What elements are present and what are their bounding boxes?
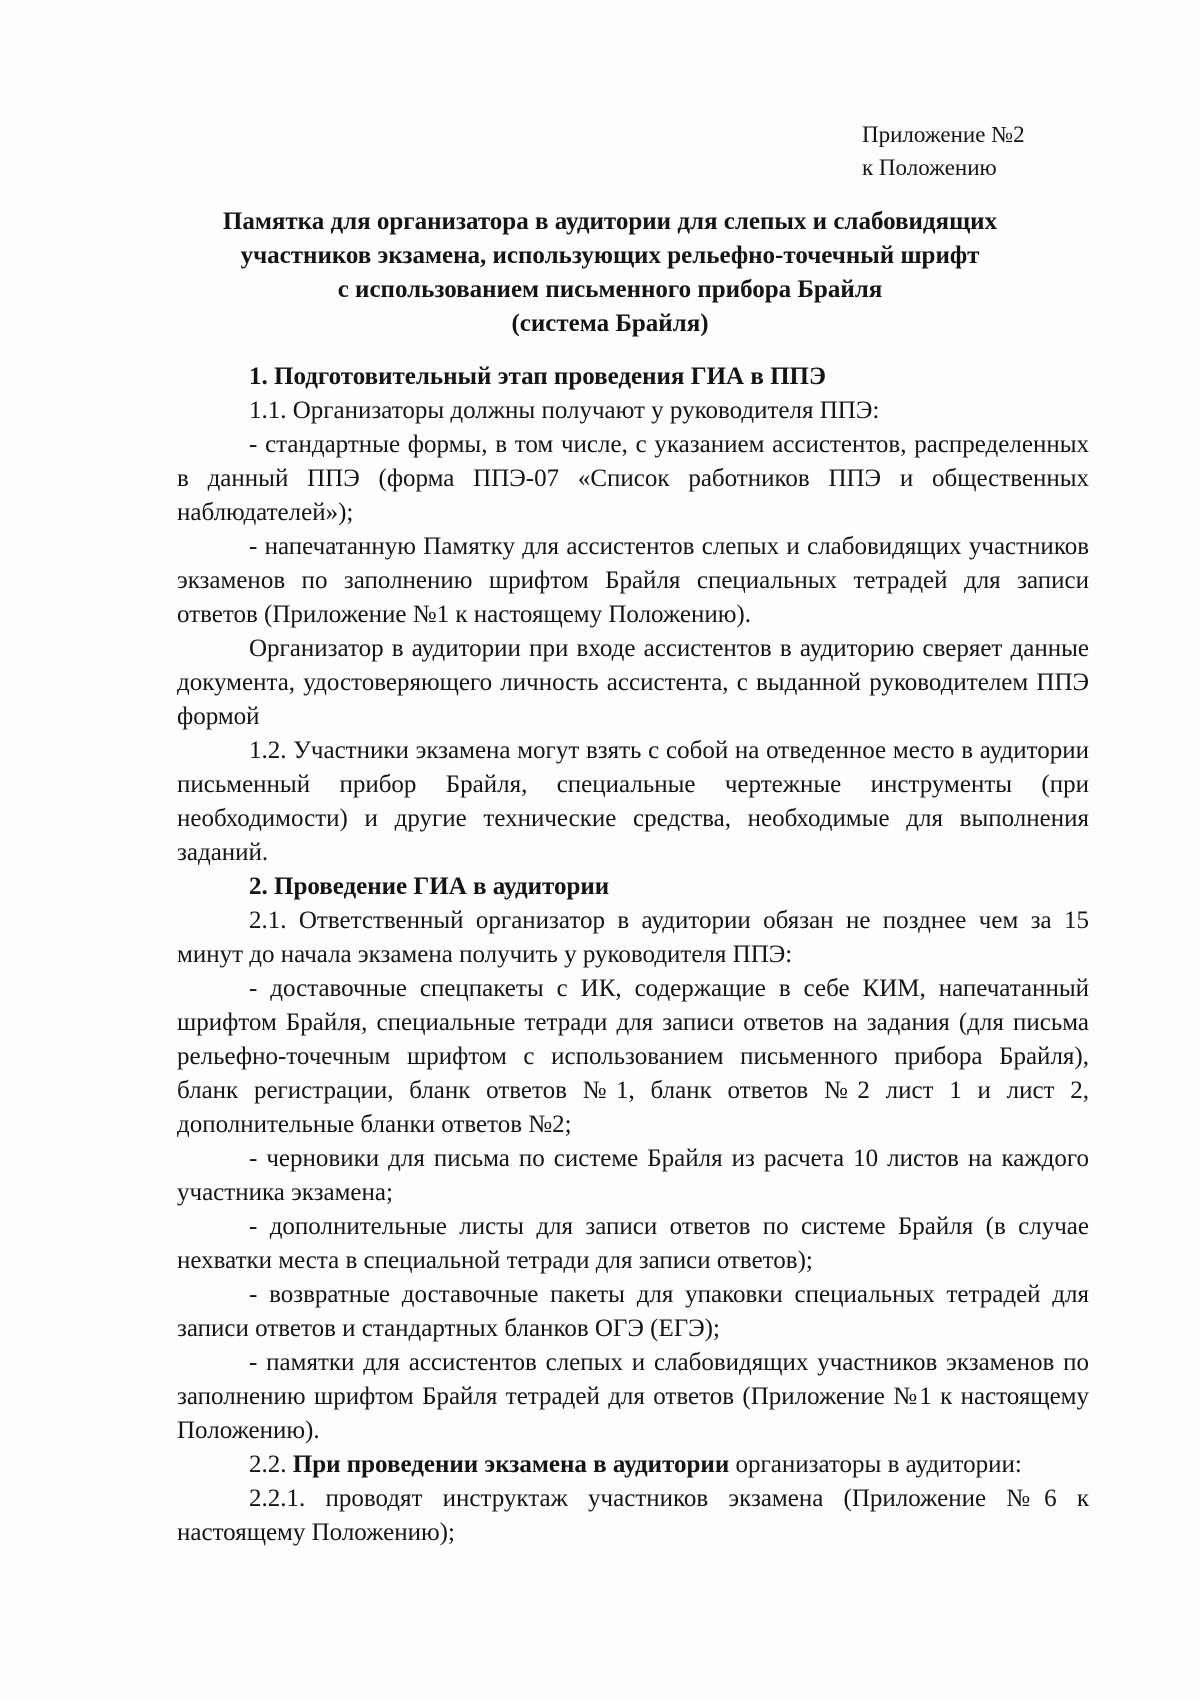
document-title <box>150 205 1070 341</box>
document-body <box>177 360 1089 1550</box>
paragraph-2-2-1: 2.2.1. проводят инструктаж участников экзамена (Приложение №6 к настоящему Положению); <box>177 1485 1089 1546</box>
paragraph-organizer-check: Организатор в аудитории при входе ассистентов в аудиторию сверяет данные документа, удостоверяющего личность ассистента, с выданной руководителем ППЭ формой <box>177 635 1089 730</box>
appendix-number: Приложение №2 <box>862 122 1025 147</box>
paragraph-additional-sheets: - дополнительные листы для записи ответов по системе Брайля (в случае нехватки места в специальной тетради для записи ответов); <box>177 1213 1089 1274</box>
paragraph-1-1: 1.1. Организаторы должны получают у руководителя ППЭ: <box>249 397 880 424</box>
section-1-heading: 1. Подготовительный этап проведения ГИА в ППЭ <box>249 363 826 390</box>
paragraph-printed-memo: - напечатанную Памятку для ассистентов слепых и слабовидящих участников экзаменов по заполнению шрифтом Брайля специальных тетрадей для записи ответов (Приложение №1 к настоящему Положению). <box>177 533 1089 628</box>
title-line-1: Памятка для организатора в аудитории для слепых и слабовидящих <box>222 208 998 235</box>
paragraph-drafts: - черновики для письма по системе Брайля из расчета 10 листов на каждого участника экзамена; <box>177 1145 1089 1206</box>
paragraph-delivery-packages: - доставочные спецпакеты с ИК, содержащие в себе КИМ, напечатанный шрифтом Брайля, специальные тетради для записи ответов на задания (для письма рельефно-точечным шрифтом с использованием письменного прибора Брайля), бланк регистрации, бланк ответов №1, бланк ответов №2 лист 1 и лист 2, дополнительные бланки ответов №2; <box>177 975 1089 1138</box>
paragraph-1-2: 1.2. Участники экзамена могут взять с собой на отведенное место в аудитории письменный прибор Брайля, специальные чертежные инструменты (при необходимости) и другие технические средства, необходимые для выполнения заданий. <box>177 737 1089 866</box>
title-line-3: с использованием письменного прибора Брайля <box>337 276 883 303</box>
appendix-regulation: к Положению <box>862 155 997 180</box>
paragraph-2-2 <box>177 1448 1089 1482</box>
title-line-4: (система Брайля) <box>511 310 709 337</box>
section-2-heading: 2. Проведение ГИА в аудитории <box>249 873 610 900</box>
appendix-reference <box>862 118 1025 184</box>
paragraph-2-1: 2.1. Ответственный организатор в аудитории обязан не позднее чем за 15 минут до начала экзамена получить у руководителя ППЭ: <box>177 907 1089 968</box>
title-line-2: участников экзамена, использующих рельефно-точечный шрифт <box>240 242 980 269</box>
paragraph-standard-forms: - стандартные формы, в том числе, с указанием ассистентов, распределенных в данный ППЭ (форма ППЭ-07 «Список работников ППЭ и общественных наблюдателей»); <box>177 431 1089 526</box>
paragraph-assistant-memos: - памятки для ассистентов слепых и слабовидящих участников экзаменов по заполнению шрифтом Брайля тетрадей для ответов (Приложение №1 к настоящему Положению). <box>177 1349 1089 1444</box>
paragraph-2-2-bold: При проведении экзамена в аудитории <box>292 1451 730 1478</box>
paragraph-2-2-number: 2.2. <box>249 1451 287 1478</box>
paragraph-return-packages: - возвратные доставочные пакеты для упаковки специальных тетрадей для записи ответов и стандартных бланков ОГЭ (ЕГЭ); <box>177 1281 1089 1342</box>
paragraph-2-2-rest: организаторы в аудитории: <box>735 1451 1022 1478</box>
